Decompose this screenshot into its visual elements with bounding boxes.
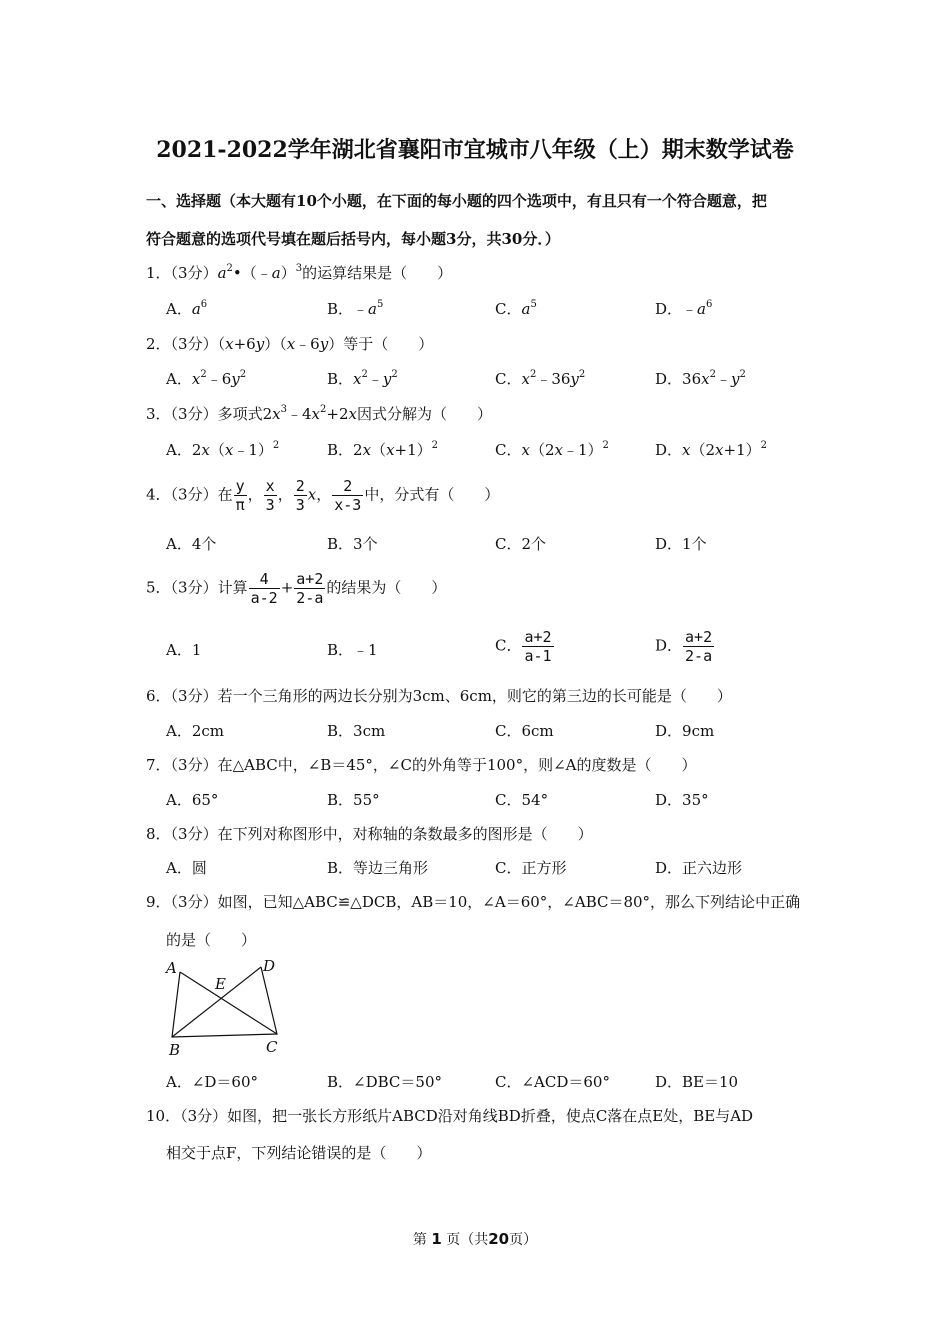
q9-label-e: E bbox=[215, 975, 226, 993]
question-6: 6．（3分）若一个三角形的两边长分别为3cm、6cm，则它的第三边的长可能是（ ） bbox=[146, 687, 732, 705]
fraction-y-over-pi: $\frac{y}{\pi}$ bbox=[235, 477, 245, 514]
q9-label-b: B bbox=[169, 1041, 181, 1059]
question-9-line1: 9．（3分）如图，已知△ABC≌△DCB，AB＝10，∠A＝60°，∠ABC＝80°，那么下列结论中正确 bbox=[146, 893, 801, 911]
question-1: 1．（3分）$a^2•(﹣a)^3$的运算结果是（ ） bbox=[146, 263, 453, 282]
q1-option-c: C．$a^5$ bbox=[495, 299, 537, 318]
current-page-number: 1 bbox=[431, 1230, 442, 1248]
q4-option-a: A．4个 bbox=[166, 535, 217, 553]
q6-option-d: D．9cm bbox=[655, 722, 715, 740]
q4-option-d: D．1个 bbox=[655, 535, 707, 553]
q8-option-a: A．圆 bbox=[166, 859, 207, 877]
q5-option-c: C． $\frac{a+2}{a-1}$ bbox=[495, 628, 552, 665]
q9-label-a: A bbox=[166, 959, 177, 977]
section-heading-line1: 一、选择题（本大题有10个小题，在下面的每小题的四个选项中，有且只有一个符合题意，把 bbox=[146, 192, 767, 210]
q7-option-c: C．54° bbox=[495, 791, 549, 809]
section-heading-line2: 符合题意的选项代号填在题后括号内，每小题3分，共30分．） bbox=[146, 230, 560, 248]
question-3: 3．（3分）多项式$2x^3﹣4x^2+2x$因式分解为（ ） bbox=[146, 404, 492, 423]
question-10-line2: 相交于点F，下列结论错误的是（ ） bbox=[166, 1144, 432, 1162]
fraction-2-over-x-3: $\frac{2}{x-3}$ bbox=[334, 477, 362, 514]
q3-option-c: C．x（2x﹣1）$^2$ bbox=[495, 440, 609, 459]
fraction-a+2-over-2-a: $\frac{a+2}{2-a}$ bbox=[296, 570, 324, 607]
q8-option-b: B．等边三角形 bbox=[327, 859, 429, 877]
q5-option-d: D． $\frac{a+2}{2-a}$ bbox=[655, 628, 713, 665]
question-4: 4．（3分）在 $\frac{y}{\pi}$ ， $\frac{x}{3}$ ， $\frac{2}{3}$ x， $\frac{2}{x-3}$ 中，分式有（ ） bbox=[146, 477, 500, 514]
q6-option-a: A．2cm bbox=[166, 722, 225, 740]
q1-option-b: B．$﹣a^5$ bbox=[327, 299, 384, 318]
question-9-line2: 的是（ ） bbox=[166, 931, 257, 949]
q8-option-c: C．正方形 bbox=[495, 859, 567, 877]
q1-option-a: A．$a^6$ bbox=[166, 299, 208, 318]
q9-option-d: D．BE＝10 bbox=[655, 1073, 739, 1091]
q9-label-d: D bbox=[263, 957, 276, 975]
q7-option-b: B．55° bbox=[327, 791, 380, 809]
q9-option-c: C．∠ACD＝60° bbox=[495, 1073, 610, 1091]
q9-option-a: A．∠D＝60° bbox=[166, 1073, 259, 1091]
total-page-count: 20 bbox=[488, 1230, 510, 1248]
q4-option-b: B．3个 bbox=[327, 535, 378, 553]
q6-option-b: B．3cm bbox=[327, 722, 386, 740]
fraction-4-over-a-2: $\frac{4}{a-2}$ bbox=[250, 570, 278, 607]
q3-option-b: B．$2x(x+1)^2$ bbox=[327, 440, 439, 459]
q9-diagonal-ac bbox=[180, 972, 277, 1034]
q9-figure bbox=[160, 955, 290, 1060]
question-8: 8．（3分）在下列对称图形中，对称轴的条数最多的图形是（ ） bbox=[146, 825, 593, 843]
question-7: 7．（3分）在△ABC中，∠B＝45°，∠C的外角等于100°，则∠A的度数是（ ） bbox=[146, 756, 697, 774]
fraction-2-over-3: $\frac{2}{3}$ bbox=[295, 477, 305, 514]
q2-option-d: D．$36x^2﹣y^2$ bbox=[655, 369, 746, 388]
q5-option-b: B．﹣1 bbox=[327, 641, 378, 659]
q4-option-c: C．2个 bbox=[495, 535, 547, 553]
q6-option-c: C．6cm bbox=[495, 722, 554, 740]
q2-option-c: C．$x^2﹣36y^2$ bbox=[495, 369, 586, 388]
page-footer: 第 1 页（共20页） bbox=[412, 1230, 538, 1248]
q5-option-a: A．1 bbox=[166, 641, 202, 659]
q9-option-b: B．∠DBC＝50° bbox=[327, 1073, 442, 1091]
q1-option-d: D．$﹣a^6$ bbox=[655, 299, 713, 318]
question-2: 2．（3分）（x+6y）（x﹣6y）等于（ ） bbox=[146, 335, 434, 353]
page-title: 2021-2022学年湖北省襄阳市宜城市八年级（上）期末数学试卷 bbox=[156, 137, 794, 163]
q9-label-c: C bbox=[266, 1038, 278, 1056]
fraction-x-over-3: $\frac{x}{3}$ bbox=[265, 477, 275, 514]
question-10-line1: 10．（3分）如图，把一张长方形纸片ABCD沿对角线BD折叠，使点C落在点E处，BE与AD bbox=[146, 1107, 754, 1125]
q3-option-a: A．2x（x﹣1）$^2$ bbox=[166, 440, 280, 459]
q7-option-a: A．65° bbox=[166, 791, 219, 809]
q7-option-d: D．35° bbox=[655, 791, 709, 809]
q2-option-b: B．$x^2﹣y^2$ bbox=[327, 369, 398, 388]
question-5: 5．（3分）计算 $\frac{4}{a-2}$ + $\frac{a+2}{2-a}$ 的结果为（ ） bbox=[146, 570, 447, 607]
q8-option-d: D．正六边形 bbox=[655, 859, 743, 877]
q2-option-a: A．$x^2﹣6y^2$ bbox=[166, 369, 247, 388]
q3-option-d: D．$x(2x+1)^2$ bbox=[655, 440, 768, 459]
